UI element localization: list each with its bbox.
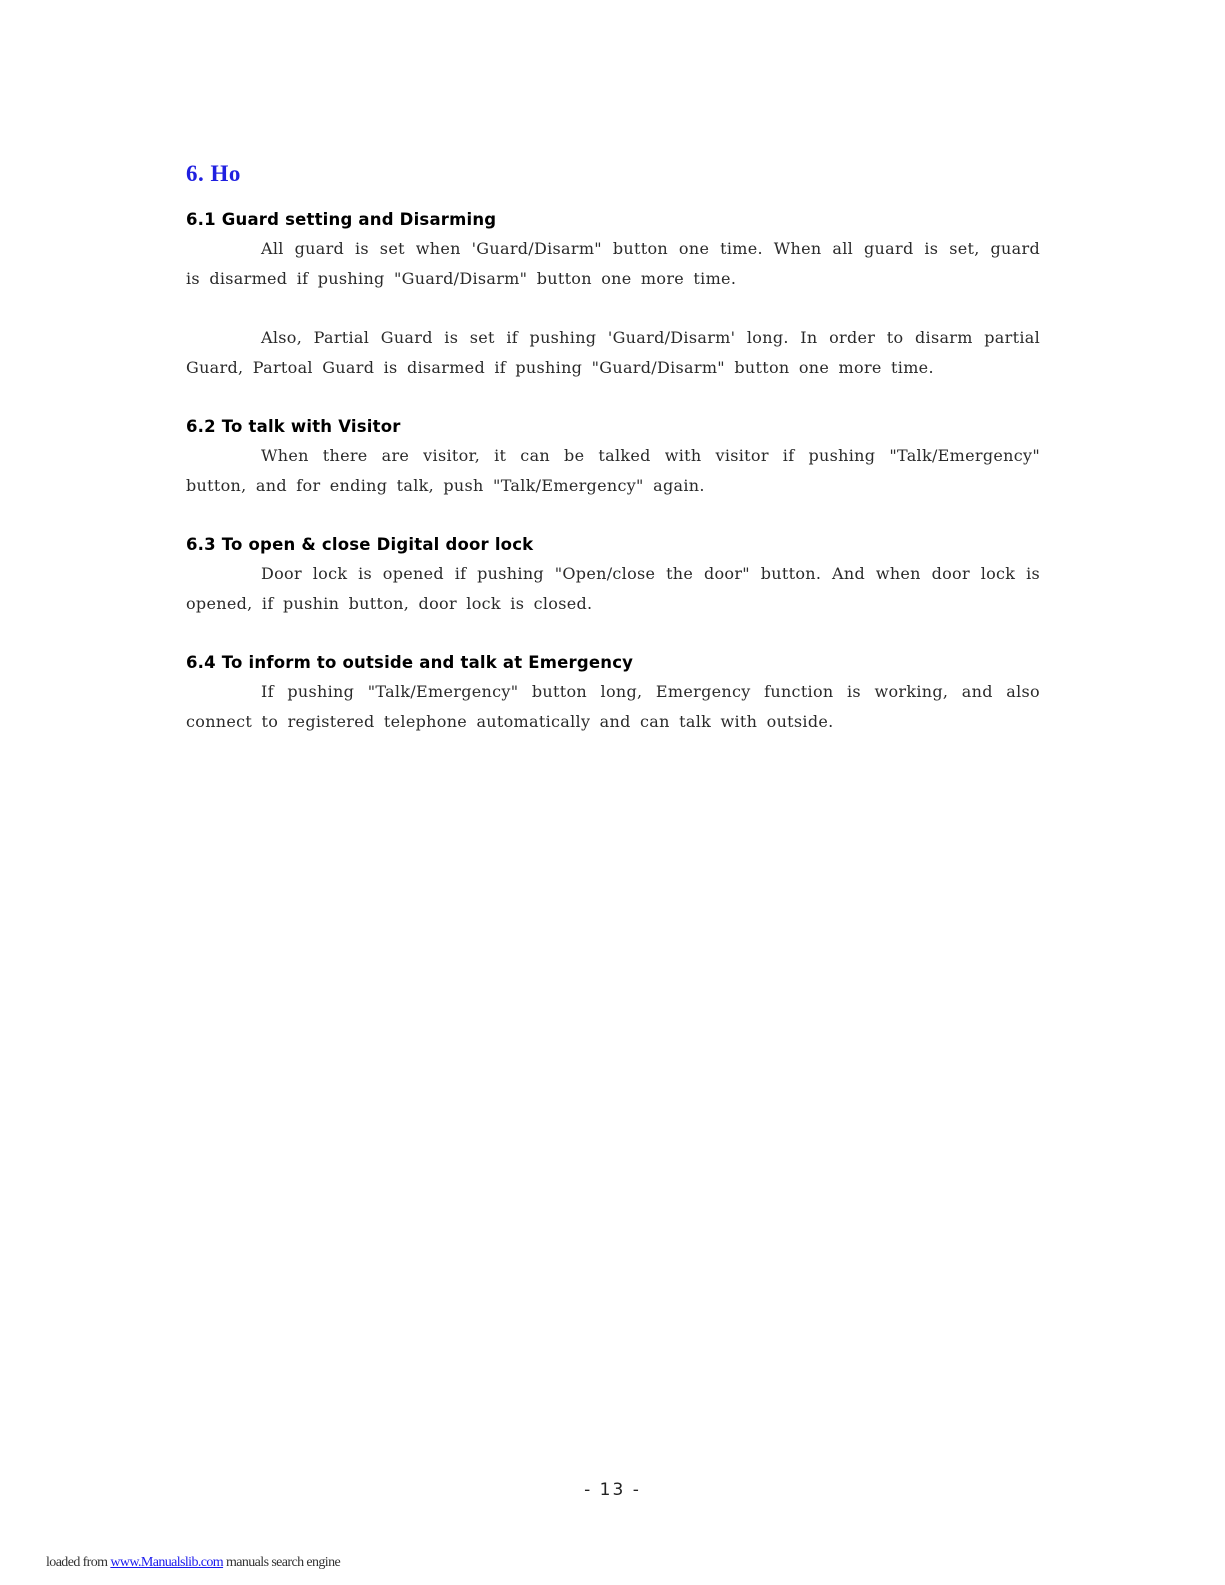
section-heading: 6.4 To inform to outside and talk at Emergency [186,653,634,672]
page-content [186,158,1040,737]
section-heading: 6.3 To open & close Digital door lock [186,535,534,554]
section-door-lock [186,531,1040,619]
spacer [186,383,1040,413]
chapter-title: 6. Ho [186,161,241,186]
spacer [186,294,1040,323]
paragraph: Door lock is opened if pushing "Open/close the door" button. And when door lock is opened, if pushin button, door lock is closed. [186,564,1040,613]
page-number: - 13 - [584,1480,641,1500]
section-emergency [186,649,1040,737]
spacer [186,619,1040,649]
footer-suffix: manuals search engine [223,1555,341,1570]
paragraph: When there are visitor, it can be talked with visitor if pushing "Talk/Emergency" button, and for ending talk, push "Talk/Emergency" again. [186,446,1040,495]
section-heading: 6.2 To talk with Visitor [186,417,401,436]
paragraph: If pushing "Talk/Emergency" button long, Emergency function is working, and also connect to registered telephone automatically and can talk with outside. [186,682,1040,731]
section-talk-visitor [186,413,1040,501]
section-guard-setting [186,206,1040,383]
spacer [186,501,1040,531]
footer-source [46,1555,340,1571]
paragraph: Also, Partial Guard is set if pushing 'Guard/Disarm' long. In order to disarm partial Guard, Partoal Guard is disarmed if pushing "Guard/Disarm" button one more time. [186,328,1040,377]
footer-prefix: loaded from [46,1555,111,1570]
section-heading: 6.1 Guard setting and Disarming [186,210,497,229]
paragraph: All guard is set when 'Guard/Disarm" button one time. When all guard is set, guard is disarmed if pushing "Guard/Disarm" button one more time. [186,239,1040,288]
manualslib-link[interactable]: www.Manualslib.com [110,1555,224,1570]
